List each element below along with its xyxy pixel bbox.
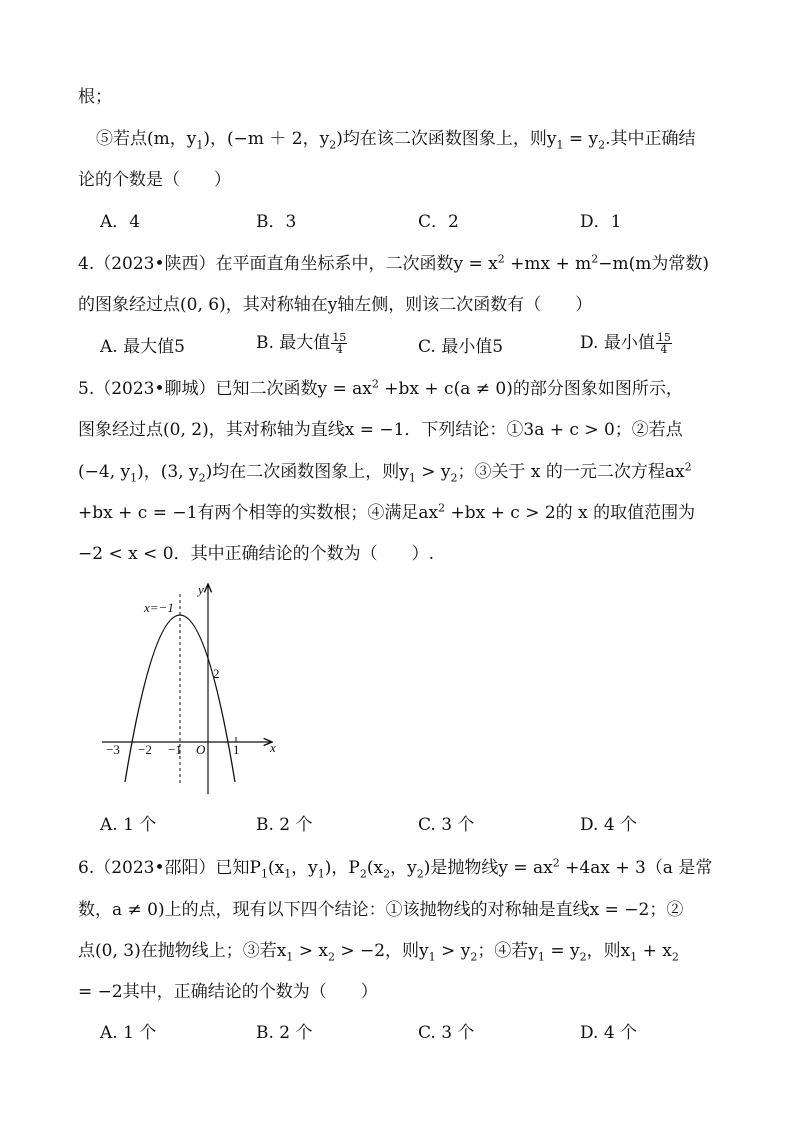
option-c[interactable]: C. 3 个 <box>418 1023 475 1043</box>
text: −m(m为常数) <box>598 254 710 274</box>
question-6-line-1 <box>78 857 712 879</box>
parabola-graph <box>96 576 286 804</box>
subscript: 1 <box>286 950 294 964</box>
x-tick-label-neg1: −1 <box>168 742 182 757</box>
text: = −2其中，正确结论的个数为（ ） <box>78 982 378 1002</box>
subscript: 2 <box>198 471 206 485</box>
question-6-line-3 <box>78 940 679 962</box>
text: ；④若y <box>477 941 538 961</box>
subscript: 2 <box>329 138 337 152</box>
text: (x <box>366 858 384 878</box>
text: +bx + c(a ≠ 0)的部分图象如图所示， <box>378 379 683 399</box>
denominator: 4 <box>335 343 343 356</box>
text: .其中正确结 <box>605 129 696 149</box>
option-b[interactable]: B．3 <box>256 212 297 232</box>
subscript: 1 <box>428 950 436 964</box>
question-5-line-1 <box>78 378 683 400</box>
text: +mx + m <box>504 254 592 274</box>
text: B. 最大值 <box>256 333 331 353</box>
superscript: 2 <box>552 856 560 870</box>
question-6-line-4 <box>78 981 378 1003</box>
question-4-line-1 <box>78 253 709 275</box>
subscript: 1 <box>130 471 138 485</box>
option-b[interactable]: B. 2 个 <box>256 815 313 835</box>
denominator: 4 <box>660 343 668 356</box>
text: ⑤若点(m，y <box>96 129 197 149</box>
x-tick-label-neg3: −3 <box>106 742 120 757</box>
x-tick-label-1: 1 <box>233 742 240 757</box>
option-c[interactable]: C. 3 个 <box>418 815 475 835</box>
subscript: 2 <box>450 471 458 485</box>
text: )均在该二次函数图象上，则y <box>336 129 557 149</box>
text: (−4, y <box>78 462 131 482</box>
question-5-line-3 <box>78 461 692 483</box>
question-5-line-4 <box>78 502 695 524</box>
subscript: 2 <box>598 138 606 152</box>
text: 数，a ≠ 0)上的点，现有以下四个结论：①该抛物线的对称轴是直线x = −2；② <box>78 900 684 920</box>
text: > −2，则y <box>334 941 429 961</box>
superscript: 2 <box>684 460 692 474</box>
x-tick-label-neg2: −2 <box>138 742 152 757</box>
continued-text <box>78 86 112 108</box>
option-d[interactable] <box>580 332 672 355</box>
text: )，(−m ＋ 2，y <box>203 129 330 149</box>
text: −2 < x < 0．其中正确结论的个数为（ ）. <box>78 544 434 564</box>
subscript: 1 <box>537 950 545 964</box>
numerator: 15 <box>656 331 671 344</box>
subscript: 2 <box>383 867 391 881</box>
text: ，y <box>291 858 318 878</box>
subscript: 2 <box>359 867 367 881</box>
text-line: 根； <box>78 87 112 107</box>
subscript: 2 <box>470 950 478 964</box>
text: +4ax + 3（a 是常 <box>559 858 713 878</box>
option-a[interactable]: A. 最大值5 <box>100 337 185 357</box>
text: + x <box>637 941 672 961</box>
subscript: 1 <box>630 950 638 964</box>
text: ；③关于 x 的一元二次方程ax <box>457 462 685 482</box>
option-a[interactable]: A. 1 个 <box>100 1023 157 1043</box>
text: )是抛物线y = ax <box>423 858 553 878</box>
x-axis-label: x <box>270 740 276 755</box>
subscript: 1 <box>196 138 204 152</box>
subscript: 1 <box>317 867 325 881</box>
question-5-line-2 <box>78 419 683 441</box>
option-d[interactable]: D. 4 个 <box>580 1023 638 1043</box>
option-a[interactable]: A．4 <box>100 212 141 232</box>
option-a[interactable]: A. 1 个 <box>100 815 157 835</box>
question-4-line-2 <box>78 294 592 316</box>
subscript: 1 <box>556 138 564 152</box>
statement-5 <box>96 128 696 150</box>
symmetry-axis-label: x=−1 <box>144 600 174 615</box>
text: 的图象经过点(0, 6)，其对称轴在y轴左侧，则该二次函数有（ ） <box>78 295 593 315</box>
question-5-line-5 <box>78 543 434 565</box>
subscript: 1 <box>408 471 416 485</box>
superscript: 2 <box>438 501 446 515</box>
text: = y <box>544 941 580 961</box>
subscript: 2 <box>579 950 587 964</box>
text: 论的个数是（ ） <box>78 170 231 190</box>
superscript: 2 <box>497 252 505 266</box>
text: (x <box>267 858 285 878</box>
option-b[interactable]: B. 2 个 <box>256 1023 313 1043</box>
fraction <box>656 332 672 355</box>
y-axis-label: y <box>198 582 204 597</box>
superscript: 2 <box>371 377 379 391</box>
option-d[interactable]: D．1 <box>580 212 622 232</box>
text: )，(3, y <box>137 462 199 482</box>
text: +bx + c = −1有两个相等的实数根；④满足ax <box>78 503 439 523</box>
text: > y <box>415 462 451 482</box>
text: 图象经过点(0, 2)，其对称轴为直线x = −1．下列结论：①3a + c > 0；②若点 <box>78 420 683 440</box>
fraction <box>331 332 347 355</box>
option-d[interactable]: D. 4 个 <box>580 815 638 835</box>
subscript: 2 <box>416 867 424 881</box>
text: 4.（2023•陕西）在平面直角坐标系中，二次函数y = x <box>78 254 498 274</box>
text: 点(0, 3)在抛物线上；③若x <box>78 941 287 961</box>
text: +bx + c > 2的 x 的取值范围为 <box>445 503 696 523</box>
subscript: 2 <box>671 950 679 964</box>
subscript: 2 <box>327 950 335 964</box>
text: 6.（2023•邵阳）已知P <box>78 858 261 878</box>
subscript: 1 <box>260 867 268 881</box>
option-b[interactable] <box>256 332 347 355</box>
text: )均在二次函数图象上，则y <box>205 462 409 482</box>
y-intercept-label: 2 <box>213 666 220 681</box>
subscript: 1 <box>284 867 292 881</box>
text: 5.（2023•聊城）已知二次函数y = ax <box>78 379 372 399</box>
superscript: 2 <box>591 252 599 266</box>
origin-label: O <box>196 742 206 757</box>
text: = y <box>563 129 599 149</box>
option-c[interactable]: C．2 <box>418 212 459 232</box>
numerator: 15 <box>332 331 347 344</box>
question-6-line-2 <box>78 899 683 921</box>
text: > x <box>293 941 328 961</box>
option-c[interactable]: C. 最小值5 <box>418 337 504 357</box>
text: ，y <box>390 858 417 878</box>
text: > y <box>435 941 471 961</box>
text-line <box>78 169 231 191</box>
text: D. 最小值 <box>580 333 655 353</box>
text: ，则x <box>586 941 631 961</box>
text: )，P <box>324 858 360 878</box>
